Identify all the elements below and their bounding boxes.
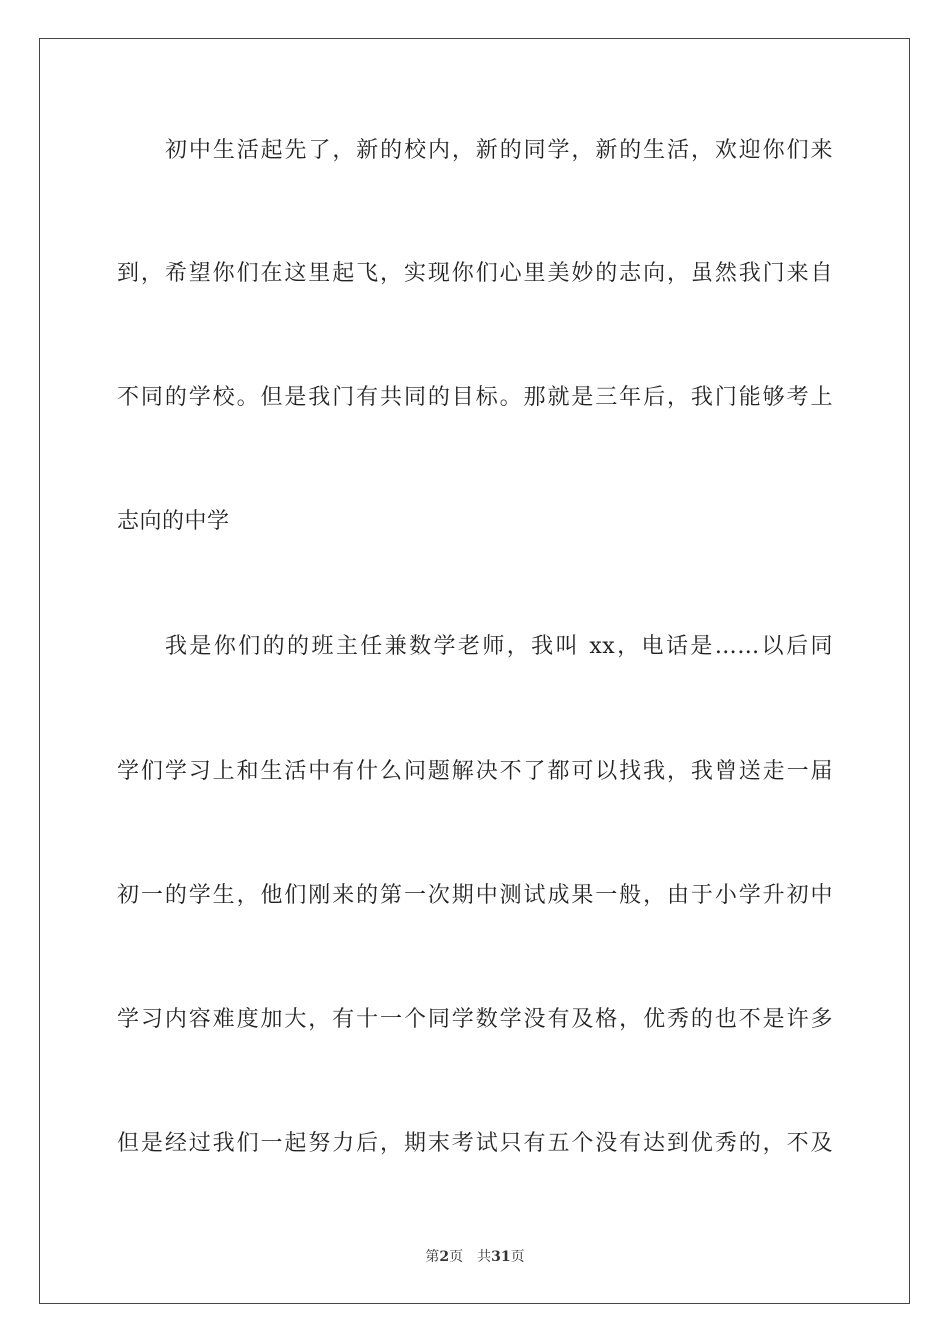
footer-total-pages: 31 [491, 1249, 511, 1265]
text-line-4: 志向的中学 [117, 509, 230, 534]
text-line-2: 到，希望你们在这里起飞，实现你们心里美妙的志向，虽然我门来自 [117, 261, 833, 286]
text-line-9: 但是经过我们一起努力后，期末考试只有五个没有达到优秀的，不及 [117, 1131, 833, 1156]
page-footer [0, 1248, 950, 1266]
footer-total-prefix: 共 [477, 1249, 492, 1265]
page-border [39, 38, 910, 1304]
text-line-7: 初一的学生，他们刚来的第一次期中测试成果一般，由于小学升初中 [117, 883, 833, 908]
footer-page-prefix: 第 [425, 1249, 440, 1265]
text-line-6: 学们学习上和生活中有什么问题解决不了都可以找我，我曾送走一届 [117, 759, 833, 784]
text-line-3: 不同的学校。但是我门有共同的目标。那就是三年后，我门能够考上 [117, 385, 833, 410]
text-line-1: 初中生活起先了，新的校内，新的同学，新的生活，欢迎你们来 [165, 138, 833, 163]
footer-page-number: 2 [439, 1249, 450, 1265]
footer-page-suffix: 页 [449, 1249, 464, 1265]
footer-total-suffix: 页 [510, 1249, 525, 1265]
text-line-8: 学习内容难度加大，有十一个同学数学没有及格，优秀的也不是许多 [117, 1007, 833, 1032]
text-line-5: 我是你们的的班主任兼数学老师，我叫 xx，电话是……以后同 [165, 634, 833, 659]
